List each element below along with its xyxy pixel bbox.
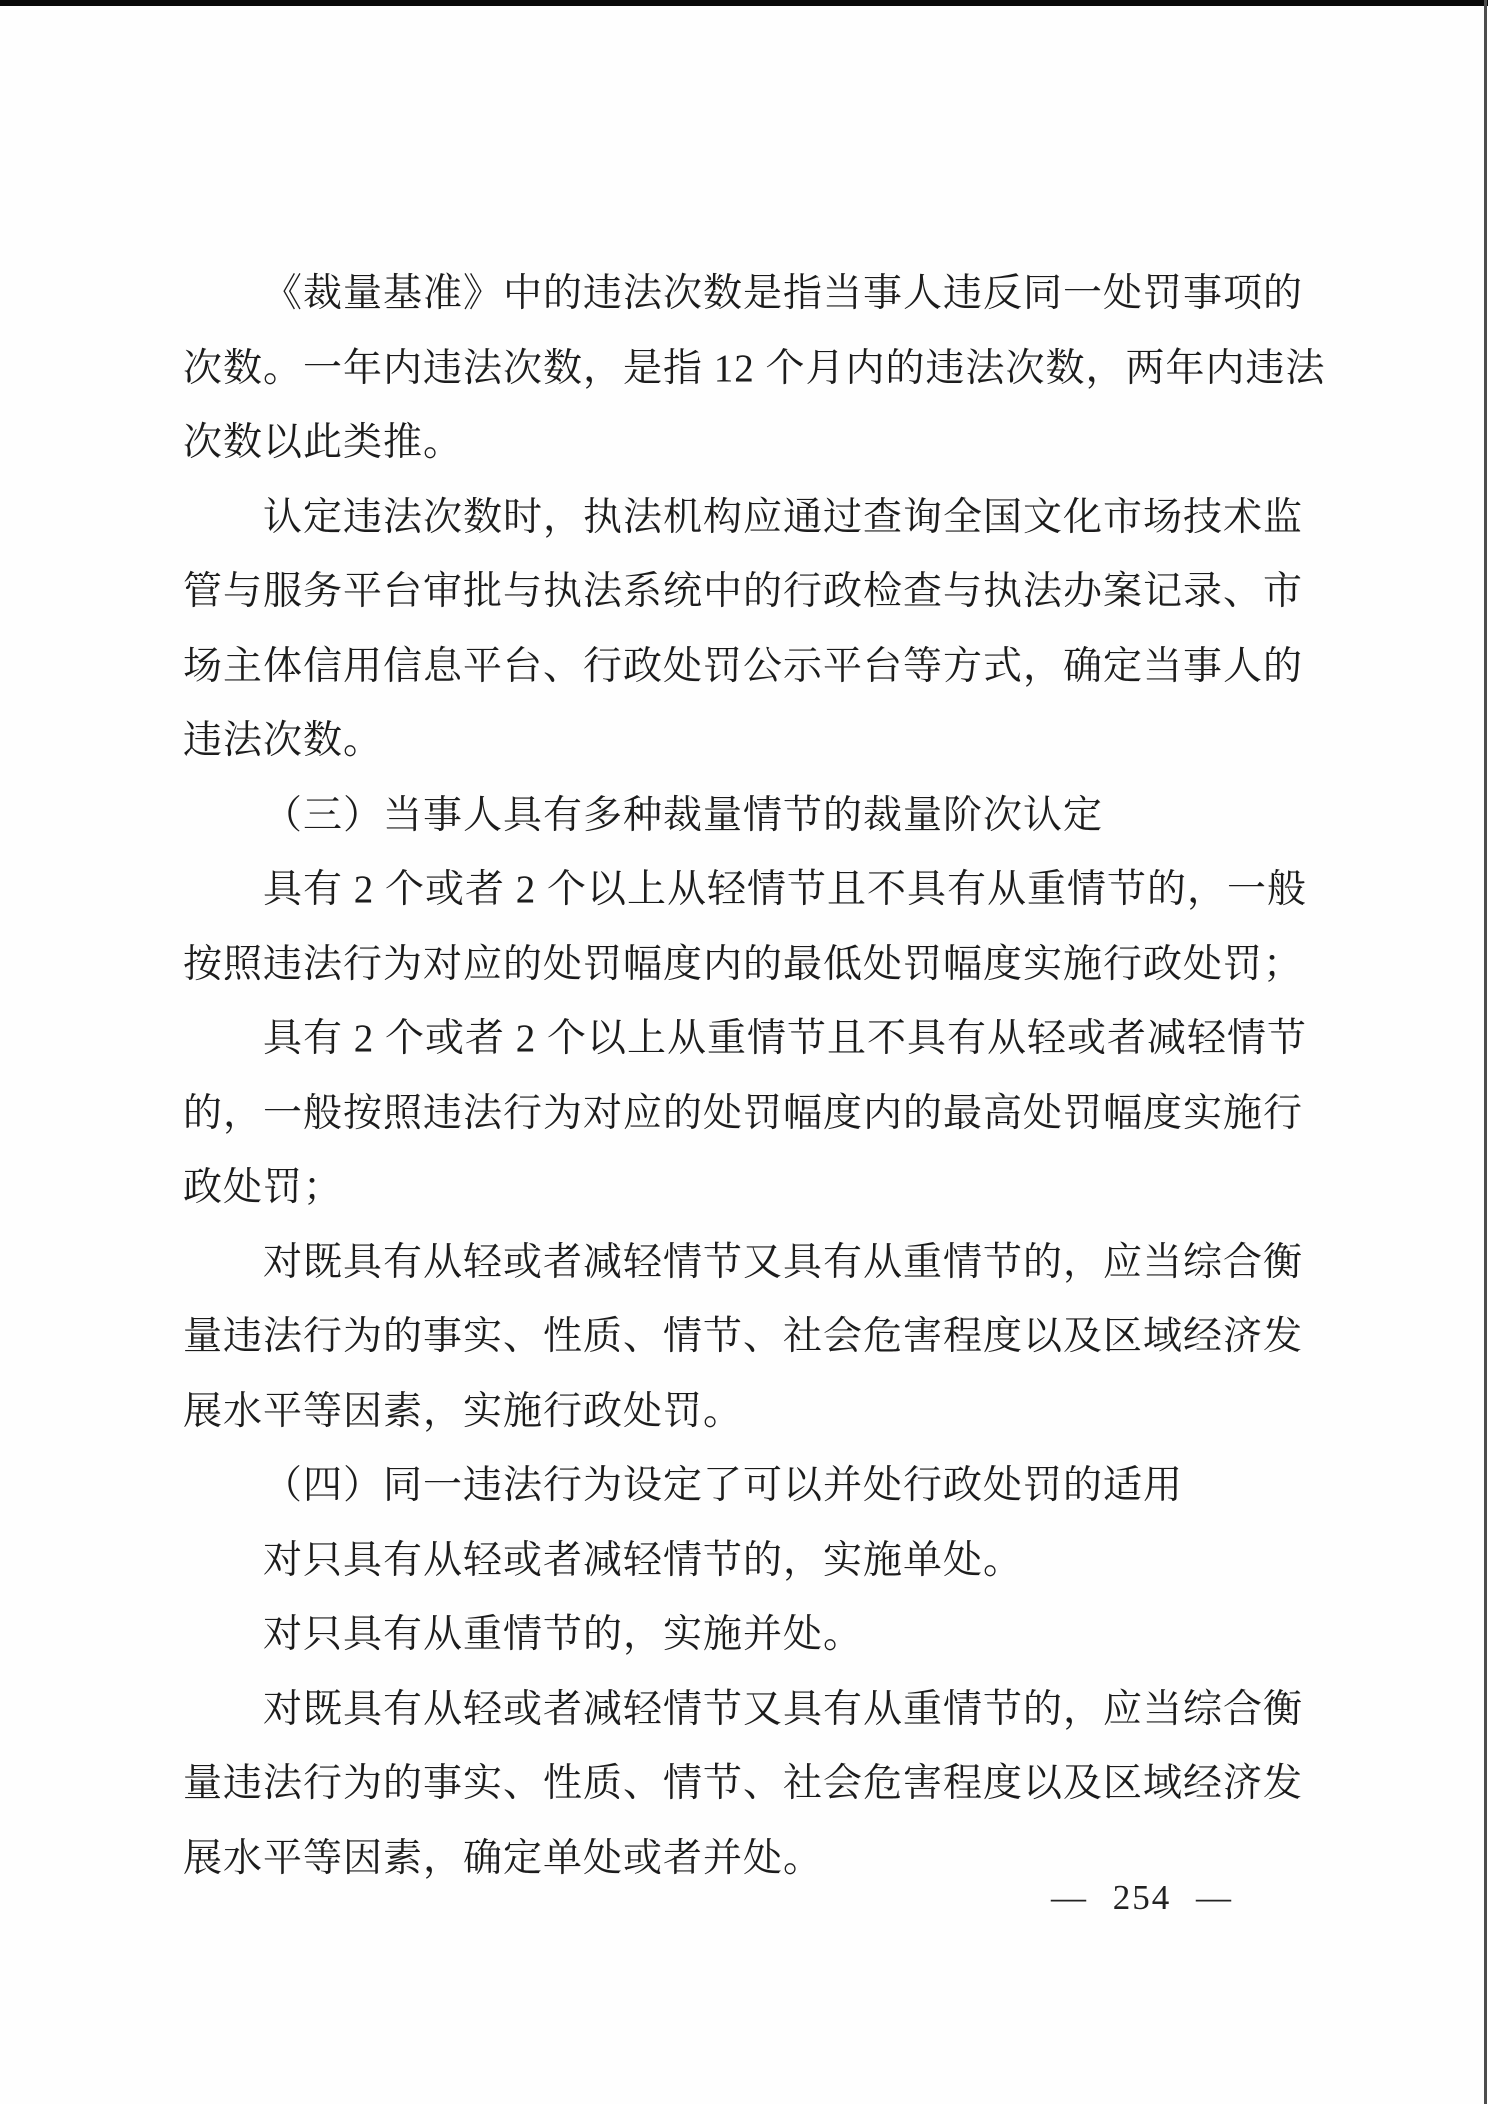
text-line: 场主体信用信息平台、行政处罚公示平台等方式，确定当事人的 xyxy=(183,644,1304,688)
text-line: 对只具有从轻或者减轻情节的，实施单处。 xyxy=(263,1538,1024,1582)
text-line: 量违法行为的事实、性质、情节、社会危害程度以及区域经济发 xyxy=(183,1315,1304,1358)
text-line: 对既具有从轻或者减轻情节又具有从重情节的，应当综合衡 xyxy=(263,1687,1304,1731)
text-line: 量违法行为的事实、性质、情节、社会危害程度以及区域经济发 xyxy=(183,1762,1304,1805)
text-line: （三）当事人具有多种裁量情节的裁量阶次认定 xyxy=(263,793,1104,837)
document-lines xyxy=(183,257,1326,1896)
text-line: 《裁量基准》中的违法次数是指当事人违反同一处罚事项的 xyxy=(263,272,1304,315)
text-line: 次数以此类推。 xyxy=(183,421,464,464)
text-line: 的，一般按照违法行为对应的处罚幅度内的最高处罚幅度实施行 xyxy=(183,1091,1304,1135)
text-line: 次数。一年内违法次数，是指 12 个月内的违法次数，两年内违法 xyxy=(183,346,1326,390)
text-line: 管与服务平台审批与执法系统中的行政检查与执法办案记录、市 xyxy=(183,570,1304,613)
text-line: 展水平等因素，确定单处或者并处。 xyxy=(183,1836,824,1880)
text-line: 按照违法行为对应的处罚幅度内的最低处罚幅度实施行政处罚； xyxy=(183,942,1304,986)
scan-right-border xyxy=(1484,0,1487,2104)
text-line: 政处罚； xyxy=(183,1166,344,1209)
text-line: 认定违法次数时，执法机构应通过查询全国文化市场技术监 xyxy=(263,495,1304,539)
text-line: 对既具有从轻或者减轻情节又具有从重情节的，应当综合衡 xyxy=(263,1240,1304,1284)
text-line: （四）同一违法行为设定了可以并处行政处罚的适用 xyxy=(263,1464,1184,1507)
page-number: — 254 — xyxy=(1051,1878,1233,1917)
text-line: 展水平等因素，实施行政处罚。 xyxy=(183,1389,744,1433)
text-line: 具有 2 个或者 2 个以上从轻情节且不具有从重情节的，一般 xyxy=(263,868,1308,911)
text-line: 具有 2 个或者 2 个以上从重情节且不具有从轻或者减轻情节 xyxy=(263,1017,1308,1060)
text-line: 对只具有从重情节的，实施并处。 xyxy=(263,1613,864,1656)
scan-top-border xyxy=(0,0,1488,6)
text-line: 违法次数。 xyxy=(183,719,384,762)
